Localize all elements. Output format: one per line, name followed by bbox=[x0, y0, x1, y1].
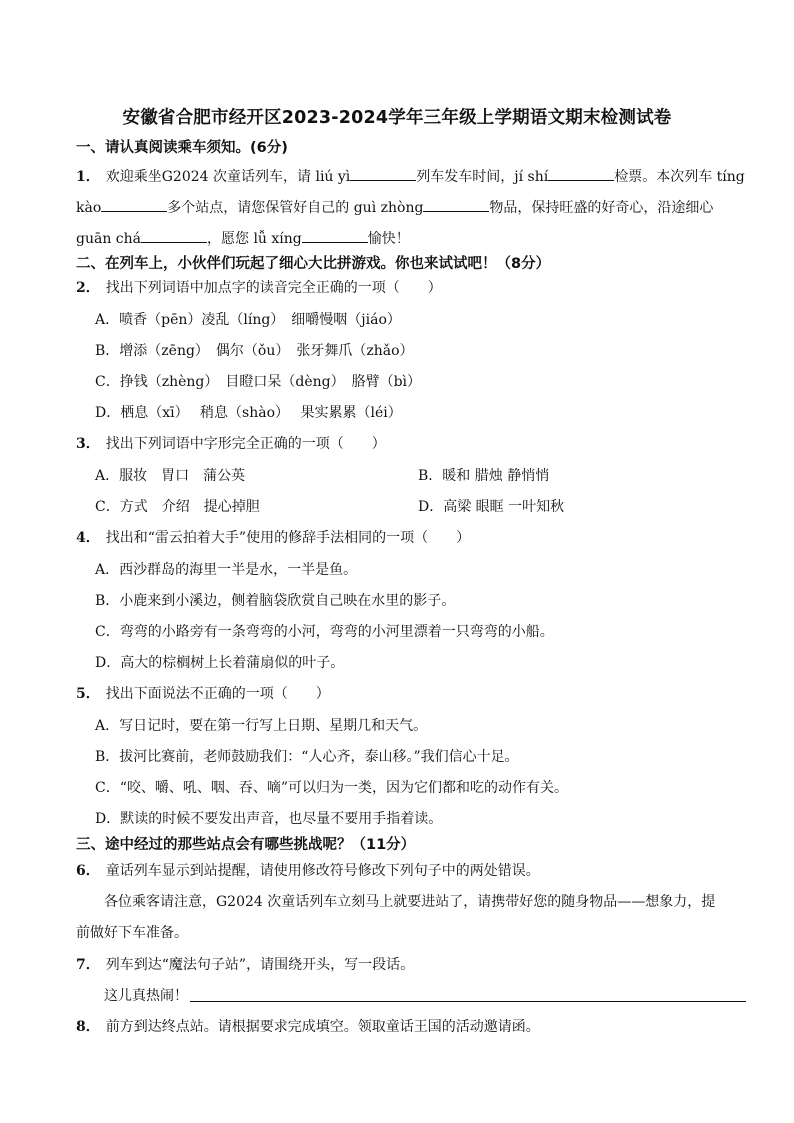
q5-option-b[interactable]: B．拔河比赛前，老师鼓励我们：“人心齐，泰山移。”我们信心十足。 bbox=[95, 749, 519, 765]
question-number: 5． bbox=[76, 686, 100, 702]
question-number: 4． bbox=[76, 530, 100, 546]
question-text: 找出和“雷云拍着大手”使用的修辞手法相同的一项（ ） bbox=[105, 530, 471, 546]
question-7-stem bbox=[76, 955, 414, 975]
question-number: 8． bbox=[76, 1019, 100, 1035]
q4-option-c[interactable]: C．弯弯的小路旁有一条弯弯的小河，弯弯的小河里漂着一只弯弯的小船。 bbox=[95, 624, 554, 640]
q2-option-d[interactable]: D．栖息（xī） 稍息（shào） 果实累累（léi） bbox=[95, 405, 402, 421]
question-6-stem bbox=[76, 861, 540, 881]
q5-option-c[interactable]: C．“咬、嚼、吼、咽、吞、嘀”可以归为一类，因为它们都和吃的动作有关。 bbox=[95, 780, 569, 796]
q3-option-b[interactable]: B．暖和 腊烛 静悄悄 bbox=[418, 468, 550, 484]
question-number: 6． bbox=[76, 863, 100, 879]
section-1-heading: 一、请认真阅读乘车须知。(6分) bbox=[76, 140, 288, 156]
question-5-stem bbox=[76, 684, 330, 704]
question-number: 2． bbox=[76, 280, 100, 296]
q7-answer-prefix: 这儿真热闹！ bbox=[104, 988, 188, 1004]
question-2-stem bbox=[76, 278, 442, 298]
question-text: 找出下列词语中加点字的读音完全正确的一项（ ） bbox=[105, 280, 442, 296]
text-segment: guān chá bbox=[76, 231, 141, 247]
text-segment: kào bbox=[76, 200, 102, 216]
q7-answer-line[interactable] bbox=[190, 1001, 746, 1002]
answer-blank[interactable] bbox=[423, 196, 489, 212]
q5-option-a[interactable]: A．写日记时，要在第一行写上日期、星期几和天气。 bbox=[95, 718, 428, 734]
answer-blank[interactable] bbox=[350, 165, 416, 181]
question-4-stem bbox=[76, 528, 470, 548]
section-2-heading: 二、在列车上，小伙伴们玩起了细心大比拼游戏。你也来试试吧！（8分） bbox=[76, 256, 551, 272]
q4-option-b[interactable]: B．小鹿来到小溪边，侧着脑袋欣赏自己映在水里的影子。 bbox=[95, 593, 456, 609]
question-number: 1． bbox=[76, 169, 100, 185]
text-segment: 欢迎乘坐G2024 次童话列车，请 liú yì bbox=[105, 169, 351, 185]
q4-option-a[interactable]: A．西沙群岛的海里一半是水，一半是鱼。 bbox=[95, 562, 358, 578]
q2-option-c[interactable]: C．挣钱（zhèng） 目瞪口呆（dèng） 胳臂（bì） bbox=[95, 374, 422, 390]
answer-blank[interactable] bbox=[302, 227, 368, 243]
q6-passage-line-1: 各位乘客请注意，G2024 次童话列车立刻马上就要进站了，请携带好您的随身物品——想象力，提 bbox=[104, 894, 716, 910]
answer-blank[interactable] bbox=[548, 165, 614, 181]
question-text: 找出下面说法不正确的一项（ ） bbox=[105, 686, 330, 702]
text-segment: ，愿您 lǚ xíng bbox=[207, 231, 302, 247]
q2-option-b[interactable]: B．增添（zēng） 偶尔（ǒu） 张牙舞爪（zhǎo） bbox=[95, 343, 414, 359]
q2-option-a[interactable]: A．喷香（pēn）凌乱（líng） 细嚼慢咽（jiáo） bbox=[95, 312, 401, 328]
answer-blank[interactable] bbox=[101, 196, 167, 212]
q5-option-d[interactable]: D．默读的时候不要发出声音，也尽量不要用手指着读。 bbox=[95, 811, 443, 827]
q4-option-d[interactable]: D．高大的棕榈树上长着蒲扇似的叶子。 bbox=[95, 655, 345, 671]
q3-option-c[interactable]: C．方式 介绍 提心掉胆 bbox=[95, 499, 260, 515]
question-3-stem bbox=[76, 434, 386, 454]
question-text: 童话列车显示到站提醒，请使用修改符号修改下列句子中的两处错误。 bbox=[105, 863, 540, 879]
q3-option-d[interactable]: D．高梁 眼眶 一叶知秋 bbox=[418, 499, 565, 515]
section-3-heading: 三、途中经过的那些站点会有哪些挑战呢？（11分） bbox=[76, 837, 416, 853]
q6-passage-line-2: 前做好下车准备。 bbox=[76, 925, 188, 941]
question-8-stem bbox=[76, 1017, 540, 1037]
text-segment: 列车发车时间，jí shí bbox=[416, 169, 549, 185]
text-segment: 愉快！ bbox=[367, 231, 410, 247]
answer-blank[interactable] bbox=[141, 227, 207, 243]
question-1-line-3 bbox=[76, 227, 410, 249]
text-segment: 多个站点，请您保管好自己的 guì zhòng bbox=[167, 200, 424, 216]
question-1-line-2 bbox=[76, 196, 713, 218]
question-1-line-1 bbox=[76, 165, 745, 187]
question-number: 3． bbox=[76, 436, 100, 452]
question-text: 列车到达“魔法句子站”，请围绕开头，写一段话。 bbox=[105, 957, 415, 973]
q3-option-a[interactable]: A．服妆 胃口 蒲公英 bbox=[95, 468, 246, 484]
question-text: 前方到达终点站。请根据要求完成填空。领取童话王国的活动邀请函。 bbox=[105, 1019, 540, 1035]
question-number: 7． bbox=[76, 957, 100, 973]
question-text: 找出下列词语中字形完全正确的一项（ ） bbox=[105, 436, 386, 452]
text-segment: 检票。本次列车 tíng bbox=[614, 169, 745, 185]
text-segment: 物品，保持旺盛的好奇心，沿途细心 bbox=[489, 200, 714, 216]
page-title: 安徽省合肥市经开区2023-2024学年三年级上学期语文期末检测试卷 bbox=[122, 108, 672, 128]
